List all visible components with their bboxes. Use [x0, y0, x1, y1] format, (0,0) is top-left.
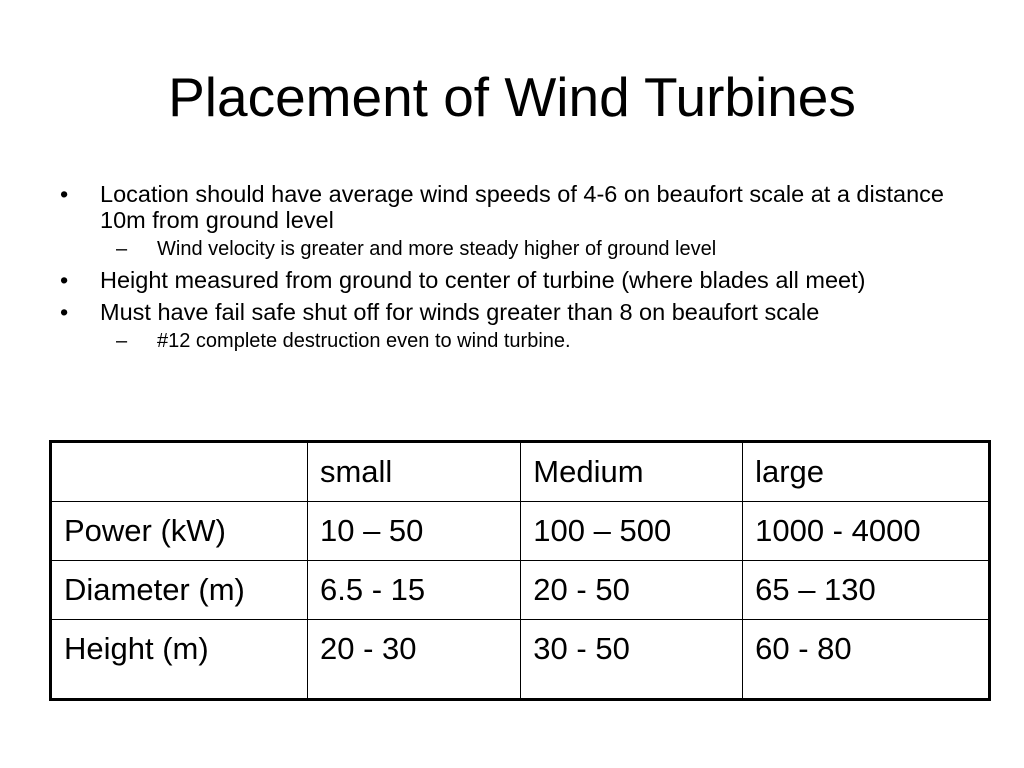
- bullet-text: Location should have average wind speeds of 4-6 on beaufort scale at a distance 10m from ground level: [100, 181, 944, 233]
- table-row: [51, 502, 990, 561]
- table-cell: 6.5 - 15: [307, 561, 520, 620]
- subbullet-list: [100, 237, 960, 261]
- table-cell: 100 – 500: [521, 502, 743, 561]
- bullet-text: Height measured from ground to center of turbine (where blades all meet): [100, 267, 866, 293]
- bullet-marker: •: [60, 181, 69, 207]
- table-row-label: Power (kW): [51, 502, 308, 561]
- bullet-text: Must have fail safe shut off for winds greater than 8 on beaufort scale: [100, 299, 820, 325]
- bullet-item: [60, 181, 960, 261]
- slide-title: Placement of Wind Turbines: [168, 66, 856, 128]
- table-cell: 30 - 50: [521, 620, 743, 700]
- bullet-item: [60, 267, 960, 293]
- subbullet-text: Wind velocity is greater and more steady higher of ground level: [157, 238, 717, 260]
- table-header-cell: Medium: [521, 442, 743, 502]
- table-cell: 65 – 130: [743, 561, 990, 620]
- table-cell: 60 - 80: [743, 620, 990, 700]
- bullet-item: [60, 299, 960, 353]
- bullet-list: [60, 181, 960, 359]
- bullet-marker: •: [60, 299, 69, 325]
- turbine-size-table: [49, 440, 991, 701]
- bullet-marker: •: [60, 267, 69, 293]
- table-header-cell: large: [743, 442, 990, 502]
- table-cell: 20 - 50: [521, 561, 743, 620]
- subbullet-marker: –: [116, 330, 128, 352]
- table-cell: 20 - 30: [307, 620, 520, 700]
- subbullet-item: [112, 329, 960, 353]
- table-row: [51, 561, 990, 620]
- subbullet-text: #12 complete destruction even to wind turbine.: [157, 330, 571, 352]
- table-cell: 10 – 50: [307, 502, 520, 561]
- subbullet-marker: –: [116, 238, 128, 260]
- table-header-cell: [51, 442, 308, 502]
- subbullet-list: [100, 329, 960, 353]
- table-row-label: Diameter (m): [51, 561, 308, 620]
- table-row-label: Height (m): [51, 620, 308, 700]
- table-cell: 1000 - 4000: [743, 502, 990, 561]
- table-header-row: [51, 442, 990, 502]
- table-row: [51, 620, 990, 700]
- subbullet-item: [112, 237, 960, 261]
- table-header-cell: small: [307, 442, 520, 502]
